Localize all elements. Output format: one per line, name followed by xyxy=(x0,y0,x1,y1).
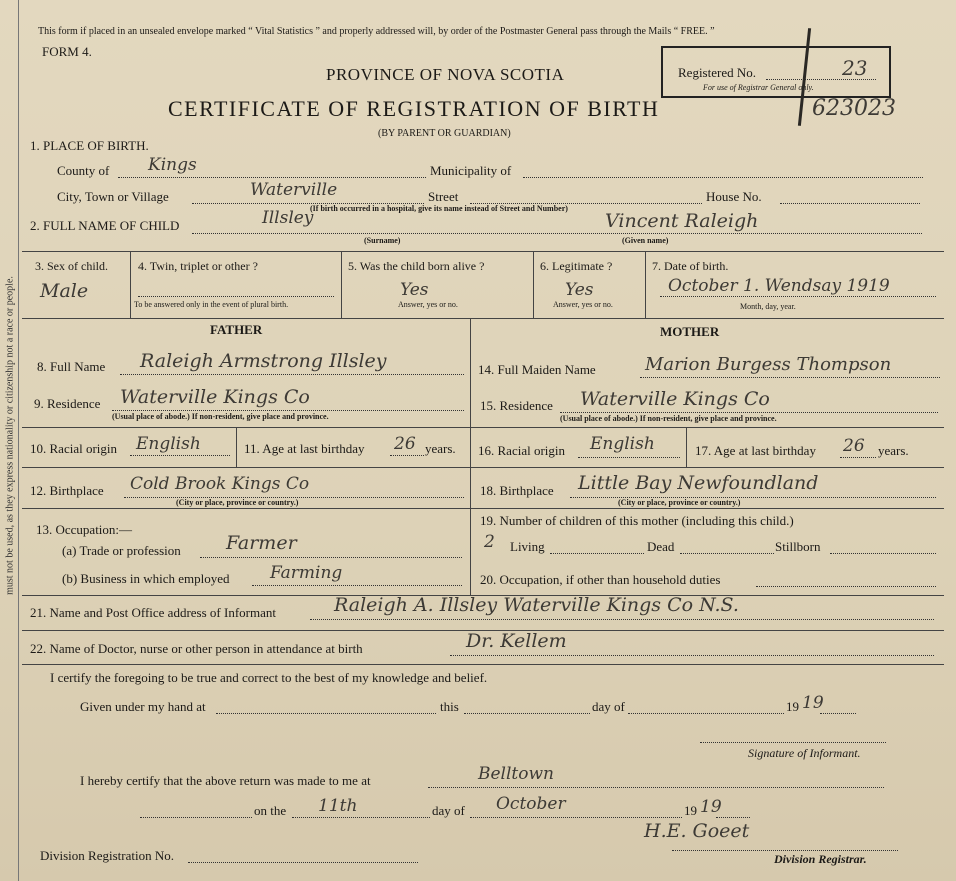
father-birthplace: Cold Brook Kings Co xyxy=(130,474,310,494)
surname-caption: (Surname) xyxy=(364,236,401,245)
municipality-label: Municipality of xyxy=(430,163,512,178)
business-label: (b) Business in which employed xyxy=(62,571,230,586)
twin-note: To be answered only in the event of plural birth. xyxy=(134,300,289,309)
day-of-label: day of xyxy=(592,699,625,714)
children-count-label: 19. Number of children of this mother (including this child.) xyxy=(480,513,794,528)
year2-suffix: 19 xyxy=(700,797,722,817)
city-label: City, Town or Village xyxy=(57,189,169,204)
registrar-signature: H.E. Goeet xyxy=(644,820,750,842)
father-name: Raleigh Armstrong Illsley xyxy=(140,350,387,372)
trade-label: (a) Trade or profession xyxy=(62,543,181,558)
division-no-label: Division Registration No. xyxy=(40,848,174,863)
mother-residence: Waterville Kings Co xyxy=(580,388,770,410)
year-prefix: 19 xyxy=(786,699,799,714)
mother-birthplace-caption: (City or place, province or country.) xyxy=(618,498,741,507)
father-age: 26 xyxy=(394,434,416,454)
doctor-value: Dr. Kellem xyxy=(466,630,567,652)
year2-prefix: 19 xyxy=(684,803,697,818)
registrar-use-note: For use of Registrar General only. xyxy=(703,83,814,92)
informant-label: 21. Name and Post Office address of Informant xyxy=(30,605,276,620)
registered-number: 23 xyxy=(842,56,868,80)
certificate-title: CERTIFICATE OF REGISTRATION OF BIRTH xyxy=(168,96,660,121)
father-racial: English xyxy=(136,434,201,454)
date-value: October 1. Wendsay 1919 xyxy=(668,276,890,296)
father-residence-caption: (Usual place of abode.) If non-resident, give place and province. xyxy=(112,412,329,421)
mother-birthplace: Little Bay Newfoundland xyxy=(578,472,819,494)
legit-label: 6. Legitimate ? xyxy=(540,259,613,273)
mother-residence-caption: (Usual place of abode.) If non-resident, give place and province. xyxy=(560,414,777,423)
stillborn-label: Stillborn xyxy=(775,539,821,554)
dead-label: Dead xyxy=(647,539,675,554)
father-birthplace-caption: (City or place, province or country.) xyxy=(176,498,299,507)
street-label: Street xyxy=(428,189,459,204)
hospital-note: (If birth occurred in a hospital, give its name instead of Street and Number) xyxy=(310,204,568,213)
certificate-number: 623023 xyxy=(812,96,896,121)
child-given-name: Vincent Raleigh xyxy=(605,210,759,232)
date-label: 7. Date of birth. xyxy=(652,259,729,273)
certify-statement: I certify the foregoing to be true and correct to the best of my knowledge and belief. xyxy=(50,670,488,685)
this-label: this xyxy=(440,699,459,714)
given-caption: (Given name) xyxy=(622,236,669,245)
day-of-label-2: day of xyxy=(432,803,465,818)
living-label: Living xyxy=(510,539,545,554)
division-registrar-caption: Division Registrar. xyxy=(774,852,867,866)
mother-occupation-label: 20. Occupation, if other than household duties xyxy=(480,572,721,587)
sex-label: 3. Sex of child. xyxy=(35,259,108,273)
mother-age-label: 17. Age at last birthday xyxy=(695,443,816,458)
mother-racial: English xyxy=(590,434,655,454)
mother-racial-label: 16. Racial origin xyxy=(478,443,566,458)
twin-label: 4. Twin, triplet or other ? xyxy=(138,259,258,273)
father-name-label: 8. Full Name xyxy=(37,359,106,374)
mother-name: Marion Burgess Thompson xyxy=(645,354,892,375)
city-value: Waterville xyxy=(250,180,338,200)
mother-birthplace-label: 18. Birthplace xyxy=(480,483,554,498)
alive-caption: Answer, yes or no. xyxy=(398,300,458,309)
house-label: House No. xyxy=(706,189,762,204)
mother-age: 26 xyxy=(843,436,865,456)
informant-signature-caption: Signature of Informant. xyxy=(748,746,861,760)
return-day: 11th xyxy=(318,796,358,816)
child-name-label: 2. FULL NAME OF CHILD xyxy=(30,218,180,233)
father-residence-label: 9. Residence xyxy=(34,396,101,411)
mother-residence-label: 15. Residence xyxy=(480,398,553,413)
alive-label: 5. Was the child born alive ? xyxy=(348,259,485,273)
mother-years: years. xyxy=(878,443,909,458)
return-month: October xyxy=(496,794,566,814)
business-value: Farming xyxy=(270,563,343,583)
date-caption: Month, day, year. xyxy=(740,302,796,311)
child-surname: Illsley xyxy=(262,208,314,228)
father-age-label: 11. Age at last birthday xyxy=(244,441,365,456)
side-note: must not be used, as they express nationality or citizenship not a race or people. xyxy=(4,276,16,595)
legit-caption: Answer, yes or no. xyxy=(553,300,613,309)
trade-value: Farmer xyxy=(226,532,297,554)
given-under-label: Given under my hand at xyxy=(80,699,206,714)
on-the-label: on the xyxy=(254,803,287,818)
informant-value: Raleigh A. Illsley Waterville Kings Co N.S. xyxy=(334,594,739,616)
county-value: Kings xyxy=(148,155,197,175)
left-margin-rule xyxy=(18,0,19,881)
return-label: I hereby certify that the above return was made to me at xyxy=(80,773,371,788)
alive-value: Yes xyxy=(400,280,429,300)
form-number: FORM 4. xyxy=(42,44,92,59)
year-suffix: 19 xyxy=(802,693,824,713)
return-place: Belltown xyxy=(478,764,554,784)
father-years: years. xyxy=(425,441,456,456)
sex-value: Male xyxy=(40,280,89,302)
father-heading: FATHER xyxy=(210,322,263,337)
father-occupation-label: 13. Occupation:— xyxy=(36,522,133,537)
place-heading: 1. PLACE OF BIRTH. xyxy=(30,138,149,153)
father-birthplace-label: 12. Birthplace xyxy=(30,483,104,498)
father-residence: Waterville Kings Co xyxy=(120,386,310,408)
children-living-count: 2 xyxy=(484,532,495,552)
county-label: County of xyxy=(57,163,110,178)
province-title: PROVINCE OF NOVA SCOTIA xyxy=(326,65,565,84)
mother-name-label: 14. Full Maiden Name xyxy=(478,362,596,377)
mail-note: This form if placed in an unsealed envelope marked “ Vital Statistics ” and properly addressed will, by order of the Postmaster General pass through the Mails “ FREE. ” xyxy=(38,26,715,37)
legit-value: Yes xyxy=(565,280,594,300)
registered-label: Registered No. xyxy=(678,65,756,80)
mother-heading: MOTHER xyxy=(660,324,720,339)
certificate-subtitle: (BY PARENT OR GUARDIAN) xyxy=(378,128,511,139)
father-racial-label: 10. Racial origin xyxy=(30,441,118,456)
doctor-label: 22. Name of Doctor, nurse or other person in attendance at birth xyxy=(30,641,363,656)
